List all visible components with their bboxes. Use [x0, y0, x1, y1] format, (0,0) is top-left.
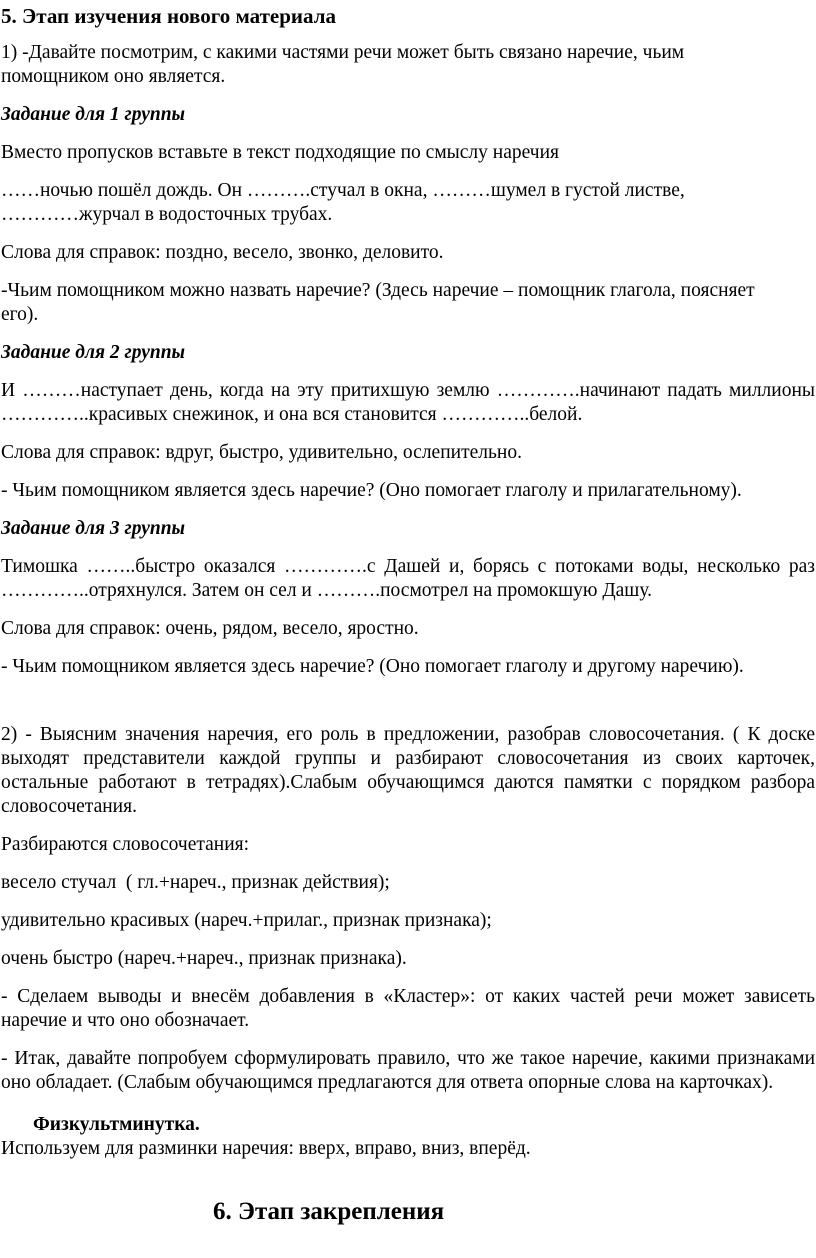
group-2-question: - Чьим помощником является здесь наречие? (Оно помогает глаголу и прилагательному). — [1, 480, 742, 501]
group-2-text: И ………наступает день, когда на эту притихшую землю ………….начинают падать миллионы …………..красивых снежинок, и она вся становится …………..белой. — [1, 380, 815, 425]
group-2-words: Слова для справок: вдруг, быстро, удивительно, ослепительно. — [1, 442, 522, 463]
conclusion-paragraph: - Сделаем выводы и внесём добавления в «Кластер»: от каких частей речи может зависеть наречие и что оно обозначает. — [1, 986, 815, 1031]
intro-line-1: 1) -Давайте посмотрим, с какими частями речи может быть связано наречие, чьим — [1, 42, 685, 63]
rule-paragraph: - Итак, давайте попробуем сформулировать правило, что же такое наречие, какими признаками оно обладает. (Слабым обучающимся предлагаются для ответа опорные слова на карточках). — [1, 1048, 815, 1093]
fizkult-text: Используем для разминки наречия: вверх, вправо, вниз, вперёд. — [1, 1138, 531, 1159]
group-1-question-line-1: -Чьим помощником можно назвать наречие? (Здесь наречие – помощник глагола, поясняет — [1, 280, 755, 301]
intro-line-2: помощником оно является. — [1, 66, 226, 87]
group-1-question-line-2: его). — [1, 304, 39, 325]
group-3-question: - Чьим помощником является здесь наречие? (Оно помогает глаголу и другому наречию). — [1, 656, 744, 677]
phrase-1: весело стучал ( гл.+нареч., признак действия); — [1, 872, 390, 893]
phrase-3: очень быстро (нареч.+нареч., признак признака). — [1, 948, 407, 969]
section-5-title: 5. Этап изучения нового материала — [1, 4, 336, 28]
section-6-title: 6. Этап закрепления — [213, 1198, 445, 1225]
group-1-text-line-2: …………журчал в водосточных трубах. — [1, 204, 333, 225]
analysis-paragraph: 2) - Выясним значения наречия, его роль в предложении, разобрав словосочетания. ( К доске выходят представители каждой группы и разбирают словосочетания из своих карточек, остальные работают в тетрадях).Слабым обучающимся даются памятки с порядком разбора словосочетания. — [1, 724, 815, 817]
fizkult-title: Физкультминутка. — [33, 1114, 200, 1135]
group-1-text-line-1: ……ночью пошёл дождь. Он ……….стучал в окна, ………шумел в густой листве, — [1, 180, 685, 201]
group-3-text: Тимошка ……..быстро оказался ………….с Дашей и, борясь с потоками воды, несколько раз …………..отряхнулся. Затем он сел и ……….посмотрел на промокшую Дашу. — [1, 556, 815, 601]
group-3-heading: Задание для 3 группы — [1, 518, 186, 539]
parse-intro: Разбираются словосочетания: — [1, 834, 250, 855]
phrase-2: удивительно красивых (нареч.+прилаг., признак признака); — [1, 910, 492, 931]
group-1-words: Слова для справок: поздно, весело, звонко, деловито. — [1, 242, 444, 263]
group-1-instruction: Вместо пропусков вставьте в текст подходящие по смыслу наречия — [1, 142, 559, 163]
group-2-heading: Задание для 2 группы — [1, 342, 186, 363]
group-1-heading: Задание для 1 группы — [1, 104, 186, 125]
group-3-words: Слова для справок: очень, рядом, весело, яростно. — [1, 618, 419, 639]
